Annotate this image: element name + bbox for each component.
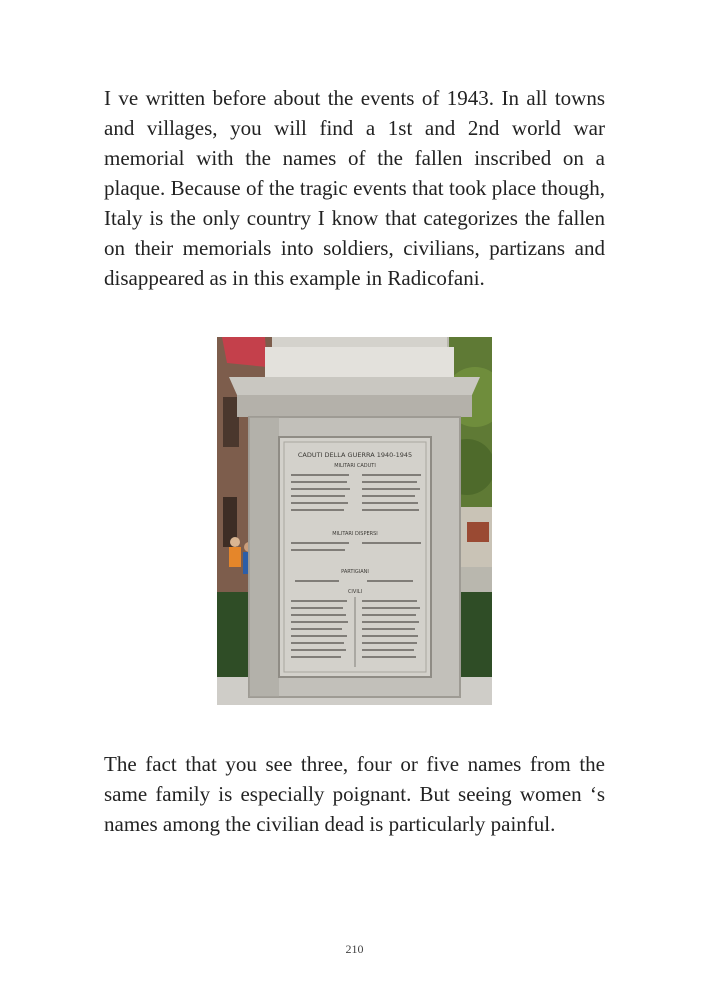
body-paragraph-1: I ve written before about the events of 1943. In all towns and villages, you will find a 1st and 2nd world war memorial with the names of the fallen inscribed on a plaque. Because of the tragic events that took place though, Italy is the only country I know that categorizes the fallen on their memorials into soldiers, civilians, partizans and disappeared as in this example in Radicofani. — [104, 86, 605, 290]
plaque-section-disappeared: MILITARI DISPERSI — [332, 531, 378, 537]
war-memorial-photo — [217, 337, 492, 705]
page-number: 210 — [345, 942, 364, 956]
body-paragraph-2: The fact that you see three, four or five names from the same family is especially poignant. But seeing women ‘s names among the civilian dead is particularly painful. — [104, 752, 605, 836]
plaque-section-military: MILITARI CADUTI — [334, 463, 376, 469]
plaque-section-partisans: PARTIGIANI — [341, 569, 369, 575]
plaque-section-civilians: CIVILI — [347, 589, 363, 595]
plaque-title: CADUTI DELLA GUERRA 1940-1945 — [297, 451, 413, 459]
